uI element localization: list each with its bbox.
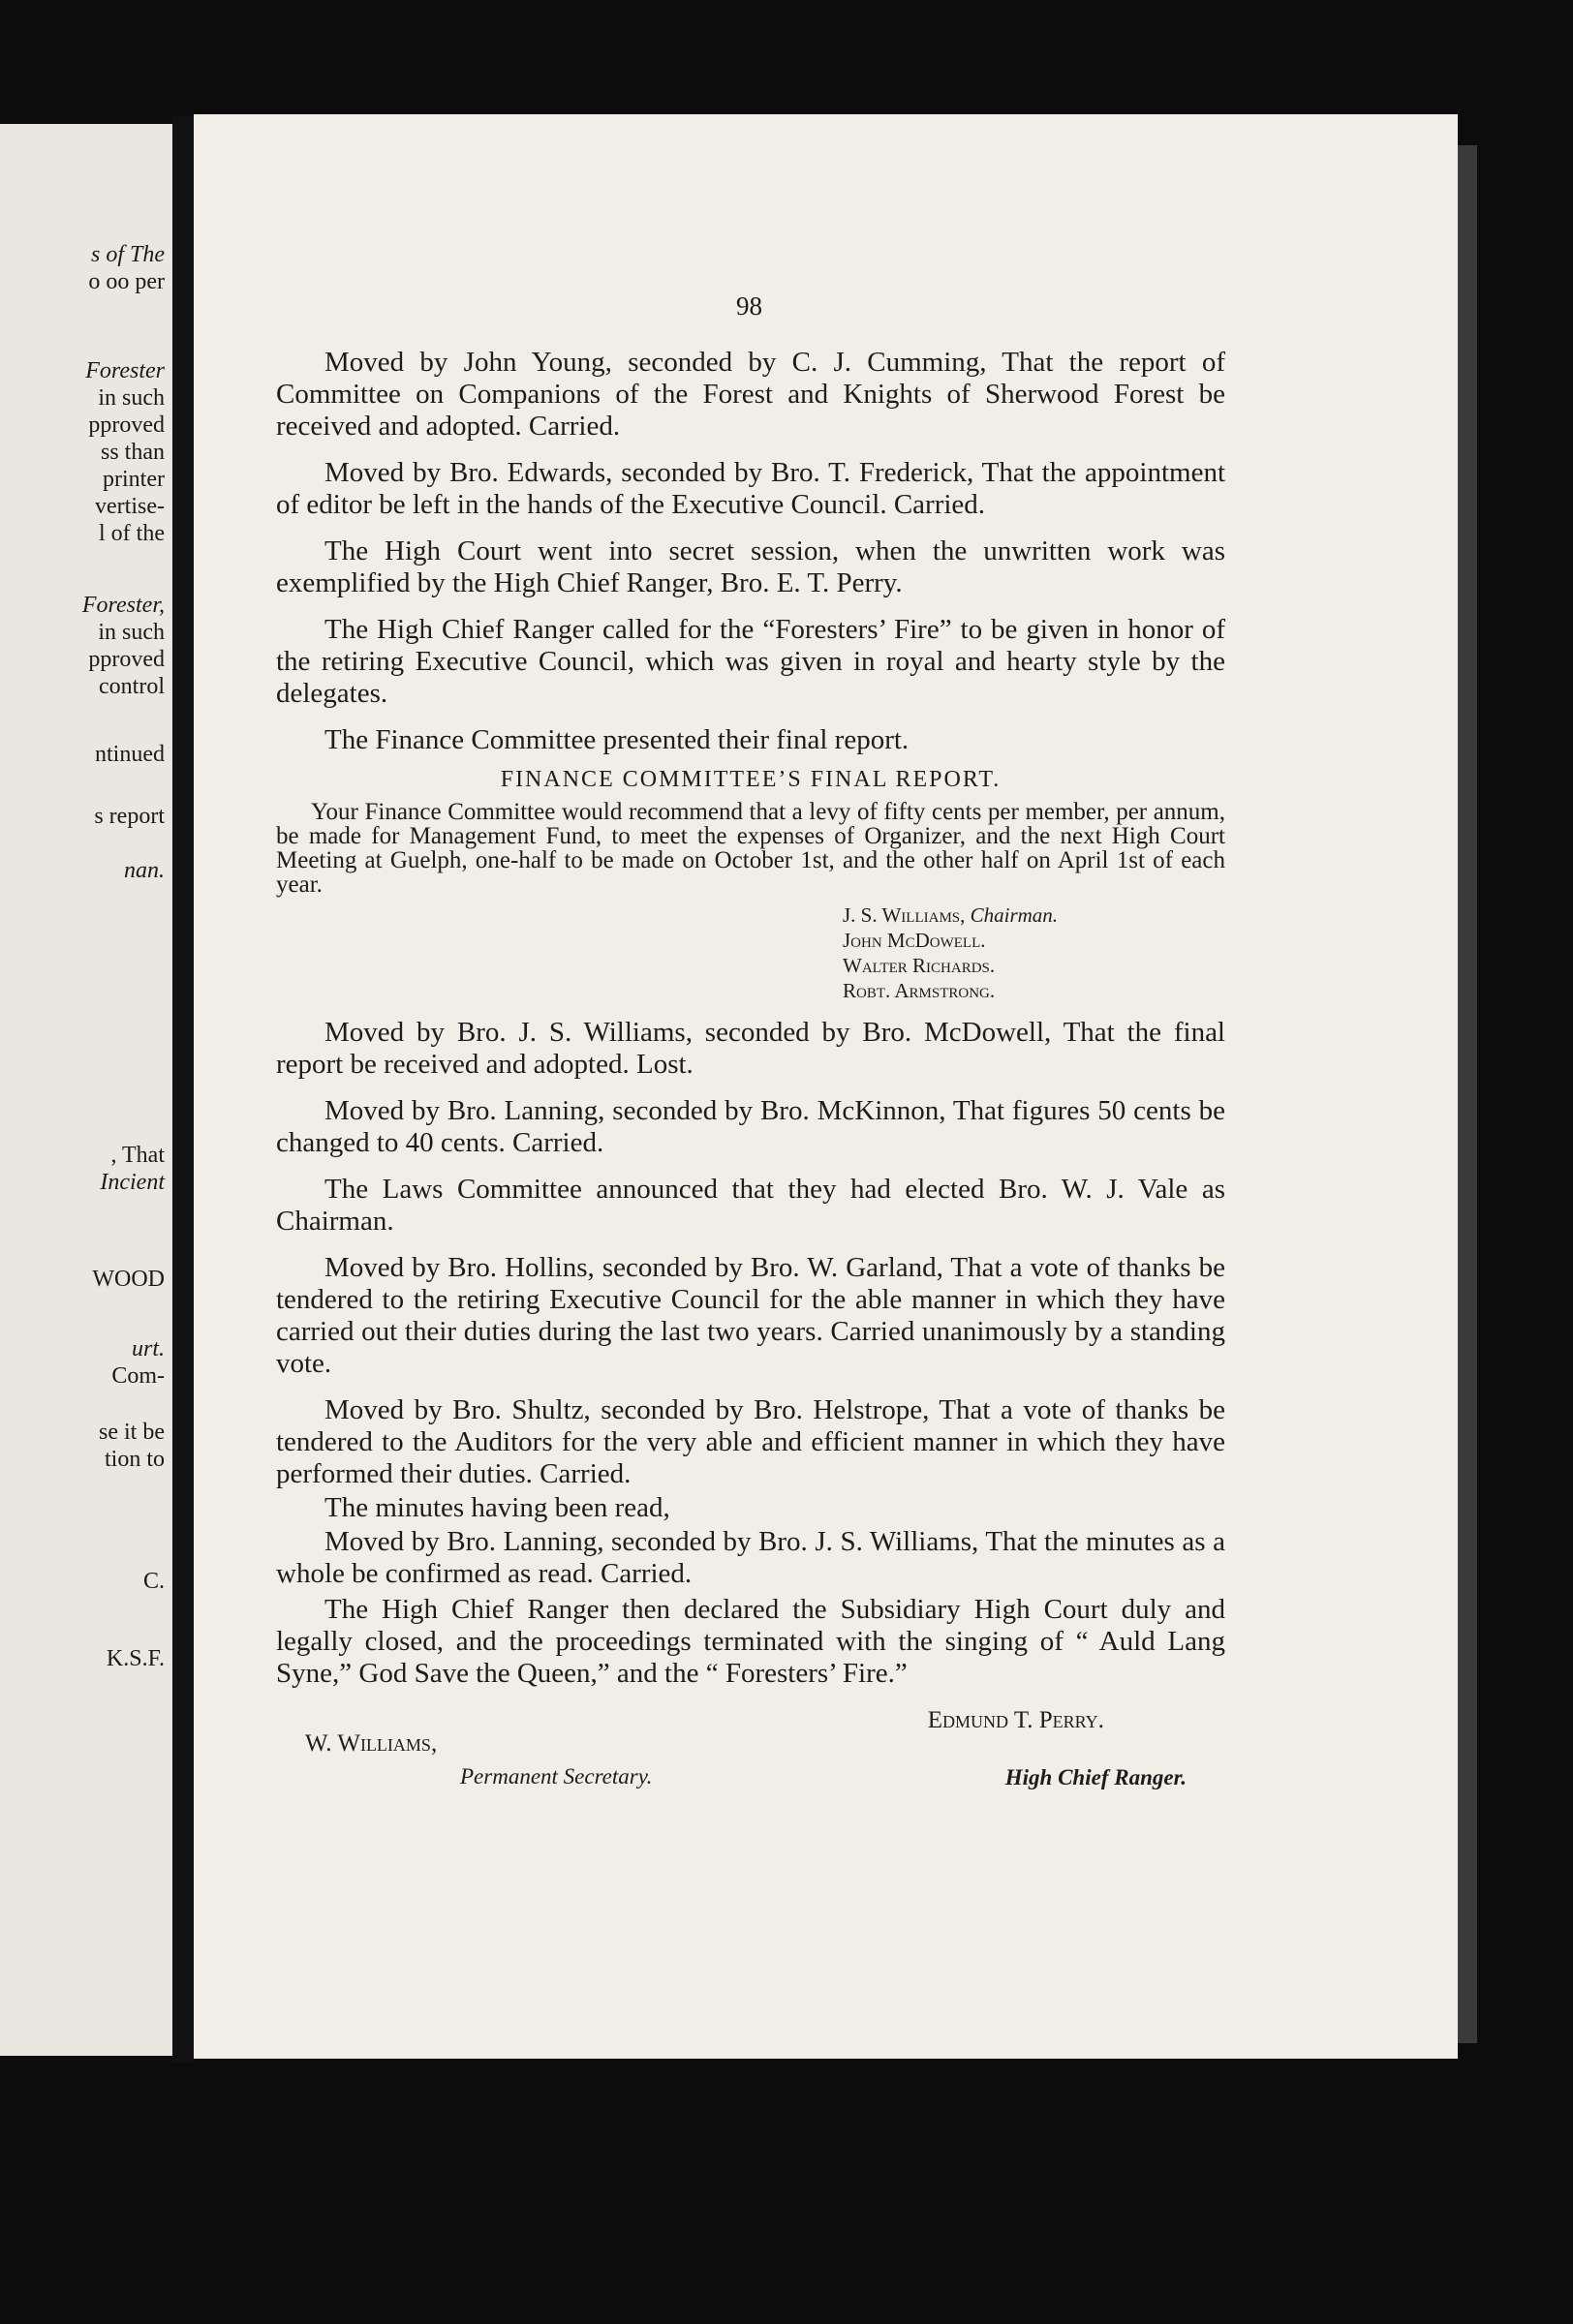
adjacent-page-text: Forester bbox=[85, 358, 165, 383]
adjacent-page-text: pproved bbox=[88, 413, 165, 438]
adjacent-page-text: ss than bbox=[101, 440, 165, 465]
adjacent-page-text: nan. bbox=[124, 858, 165, 883]
secretary-title: Permanent Secretary. bbox=[460, 1764, 653, 1789]
report-heading: FINANCE COMMITTEE’S FINAL REPORT. bbox=[500, 767, 1002, 792]
adjacent-page-text: ntinued bbox=[95, 742, 165, 767]
secretary-name: W. Williams, bbox=[305, 1730, 438, 1757]
paragraph: The High Chief Ranger then declared the Subsidiary High Court duly and legally closed, and the proceedings terminated with the singing of “ Auld Lang Syne,” God Save the Queen,” and the “ Foresters’ Fire.” bbox=[276, 1594, 1225, 1689]
paragraph: The Laws Committee announced that they had elected Bro. W. J. Vale as Chairman. bbox=[276, 1174, 1225, 1237]
adjacent-page-text: C. bbox=[142, 1569, 165, 1594]
signer: Walter Richards. bbox=[843, 954, 996, 977]
paragraph: The Finance Committee presented their final report. bbox=[324, 724, 910, 755]
secretary-signature bbox=[305, 1728, 653, 1789]
adjacent-page-text: K.S.F. bbox=[106, 1646, 165, 1671]
adjacent-page-text: control bbox=[99, 674, 165, 699]
adjacent-page-text: vertise- bbox=[95, 494, 165, 519]
paragraphs-top bbox=[276, 347, 1225, 756]
document-page bbox=[194, 114, 1458, 2059]
paragraph: Moved by Bro. Lanning, seconded by Bro. J. S. Williams, That the minutes as a whole be confirmed as read. Carried. bbox=[276, 1526, 1225, 1589]
signer: Robt. Armstrong. bbox=[843, 979, 996, 1002]
signature-block bbox=[276, 1704, 1225, 1791]
ranger-signature bbox=[928, 1704, 1187, 1793]
adjacent-page-text: l of the bbox=[99, 521, 165, 546]
adjacent-page-text: in such bbox=[98, 620, 165, 645]
paragraph: Moved by John Young, seconded by C. J. Cumming, That the report of Committee on Companions of the Forest and Knights of Sherwood Forest be received and adopted. Carried. bbox=[276, 347, 1225, 442]
adjacent-page-text: s of The bbox=[90, 242, 165, 267]
adjacent-page-text: se it be bbox=[99, 1420, 165, 1445]
report-body: Your Finance Committee would recommend that a levy of fifty cents per member, per annum, be made for Management Fund, to meet the expenses of Organizer, and the next High Court Meeting at Guelph, one-half to be made on October 1st, and the other half on April 1st of each year. bbox=[276, 799, 1225, 898]
adjacent-page-text: WOOD bbox=[92, 1267, 165, 1292]
adjacent-page-text: in such bbox=[98, 385, 165, 411]
paragraph: Moved by Bro. J. S. Williams, seconded by Bro. McDowell, That the final report be received and adopted. Lost. bbox=[276, 1017, 1225, 1080]
adjacent-page-text: s report bbox=[94, 804, 165, 829]
paragraph: The minutes having been read, bbox=[324, 1492, 670, 1523]
paragraph: The High Court went into secret session, when the unwritten work was exemplified by the High Chief Ranger, Bro. E. T. Perry. bbox=[276, 535, 1225, 598]
adjacent-page-text: , That bbox=[110, 1143, 165, 1168]
paragraph: Moved by Bro. Hollins, seconded by Bro. W. Garland, That a vote of thanks be tendered to the retiring Executive Council for the able manner in which they have carried out their duties during the last two years. Carried unanimously by a standing vote. bbox=[276, 1252, 1225, 1379]
adjacent-page-text: urt. bbox=[131, 1336, 165, 1361]
paragraph: Moved by Bro. Lanning, seconded by Bro. McKinnon, That figures 50 cents be changed to 40 cents. Carried. bbox=[276, 1095, 1225, 1158]
adjacent-page-text: pproved bbox=[88, 647, 165, 672]
adjacent-page-text: o oo per bbox=[88, 269, 165, 294]
adjacent-page-text: Incient bbox=[100, 1170, 165, 1195]
page-number: 98 bbox=[736, 291, 762, 321]
adjacent-page-text: Forester, bbox=[81, 593, 165, 618]
adjacent-page-fragment bbox=[0, 124, 172, 2056]
page-edge-shadow bbox=[1458, 145, 1477, 2043]
ranger-name: Edmund T. Perry. bbox=[927, 1707, 1104, 1733]
book-gutter bbox=[172, 116, 194, 2063]
paragraphs-bottom bbox=[276, 1017, 1225, 1690]
paragraph: Moved by Bro. Edwards, seconded by Bro. T. Frederick, That the appointment of editor be left in the hands of the Executive Council. Carried. bbox=[276, 457, 1225, 520]
adjacent-page-text: printer bbox=[103, 467, 165, 492]
adjacent-page-text: Com- bbox=[111, 1363, 165, 1389]
paragraph: Moved by Bro. Shultz, seconded by Bro. Helstrope, That a vote of thanks be tendered to the Auditors for the very able and efficient manner in which they have performed their duties. Carried. bbox=[276, 1394, 1225, 1489]
paragraph: The High Chief Ranger called for the “Foresters’ Fire” to be given in honor of the retiring Executive Council, which was given in royal and hearty style by the delegates. bbox=[276, 614, 1225, 709]
ranger-title: High Chief Ranger. bbox=[1004, 1765, 1187, 1789]
signer: J. S. Williams, Chairman. bbox=[843, 903, 1059, 927]
signer: John McDowell. bbox=[843, 929, 986, 952]
page-content bbox=[276, 289, 1225, 1791]
adjacent-page-text: tion to bbox=[104, 1447, 165, 1472]
report-signers bbox=[843, 902, 1225, 1003]
